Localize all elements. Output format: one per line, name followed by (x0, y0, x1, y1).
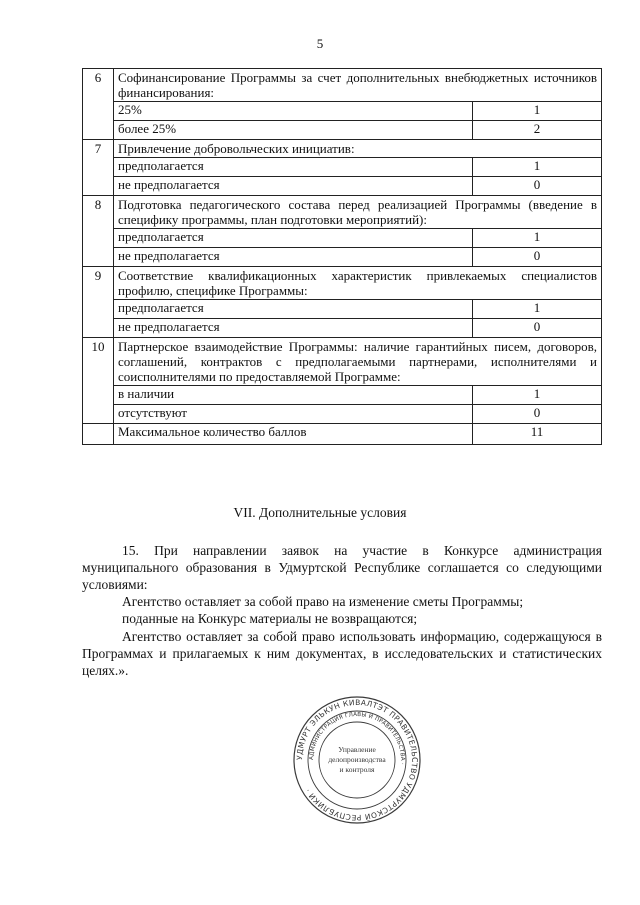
criterion-number: 8 (83, 196, 114, 267)
option-label: предполагается (114, 158, 473, 177)
criterion-title: Партнерское взаимодействие Программы: наличие гарантийных писем, договоров, соглашений, контрактов с предполагаемыми партнерами, исполнителями и соисполнителями по предоставляемой Программе: (114, 338, 602, 386)
seal-inner-text: АДМИНИСТРАЦИЯ ГЛАВЫ И ПРАВИТЕЛЬСТВА · (308, 711, 406, 766)
criterion-number: 6 (83, 69, 114, 140)
seal-outer-text: УДМУРТ ЭЛЬКУН КИВАЛТЭТ ПРАВИТЕЛЬСТВО УДМУРТСКОЙ РЕСПУБЛИКИ · (294, 697, 420, 823)
option-score: 2 (473, 121, 602, 140)
paragraph-condition-materials: поданные на Конкурс материалы не возвращаются; (122, 611, 418, 626)
total-empty-cell (83, 424, 114, 445)
criterion-option-row (83, 319, 602, 338)
criterion-header-row (83, 338, 602, 386)
criterion-title: Привлечение добровольческих инициатив: (114, 140, 602, 158)
criterion-header-row (83, 140, 602, 158)
criterion-number: 10 (83, 338, 114, 424)
criterion-option-row (83, 177, 602, 196)
criterion-option-row (83, 300, 602, 319)
option-score: 0 (473, 248, 602, 267)
option-score: 0 (473, 405, 602, 424)
option-label: не предполагается (114, 319, 473, 338)
option-label: предполагается (114, 300, 473, 319)
total-label: Максимальное количество баллов (114, 424, 473, 445)
official-seal (292, 695, 422, 825)
option-score: 1 (473, 158, 602, 177)
option-score: 1 (473, 102, 602, 121)
paragraph-conditions-intro: 15. При направлении заявок на участие в Конкурсе администрация муниципального образования в Удмуртской Республике соглашается со следующими условиями: (82, 543, 602, 592)
paragraph-condition-estimate: Агентство оставляет за собой право на изменение сметы Программы; (122, 594, 524, 609)
option-score: 0 (473, 177, 602, 196)
option-score: 1 (473, 229, 602, 248)
option-score: 1 (473, 300, 602, 319)
criterion-title: Соответствие квалификационных характеристик привлекаемых специалистов профилю, специфике Программы: (114, 267, 602, 300)
criterion-option-row (83, 248, 602, 267)
criterion-option-row (83, 102, 602, 121)
seal-center-line-2: делопроизводства (328, 755, 386, 764)
criteria-table (82, 68, 602, 445)
option-label: в наличии (114, 386, 473, 405)
option-label: отсутствуют (114, 405, 473, 424)
option-score: 0 (473, 319, 602, 338)
criterion-option-row (83, 229, 602, 248)
seal-center-line-1: Управление (338, 745, 376, 754)
option-label: не предполагается (114, 248, 473, 267)
seal-center-line-3: и контроля (339, 765, 375, 774)
criterion-header-row (83, 267, 602, 300)
criterion-title: Софинансирование Программы за счет дополнительных внебюджетных источников финансирования: (114, 69, 602, 102)
criterion-option-row (83, 121, 602, 140)
criterion-number: 9 (83, 267, 114, 338)
option-score: 1 (473, 386, 602, 405)
criterion-option-row (83, 158, 602, 177)
option-label: 25% (114, 102, 473, 121)
criterion-option-row (83, 405, 602, 424)
criterion-number: 7 (83, 140, 114, 196)
option-label: более 25% (114, 121, 473, 140)
total-row (83, 424, 602, 445)
total-score: 11 (473, 424, 602, 445)
section-title: VII. Дополнительные условия (233, 505, 407, 520)
criterion-header-row (83, 69, 602, 102)
option-label: предполагается (114, 229, 473, 248)
criterion-title: Подготовка педагогического состава перед реализацией Программы (введение в специфику программы, план подготовки мероприятий): (114, 196, 602, 229)
criterion-option-row (83, 386, 602, 405)
paragraph-condition-information: Агентство оставляет за собой право использовать информацию, содержащуюся в Программах и прилагаемых к ним документах, в исследовательских и статистических целях.». (82, 629, 602, 678)
page-number: 5 (316, 36, 324, 51)
criterion-header-row (83, 196, 602, 229)
option-label: не предполагается (114, 177, 473, 196)
